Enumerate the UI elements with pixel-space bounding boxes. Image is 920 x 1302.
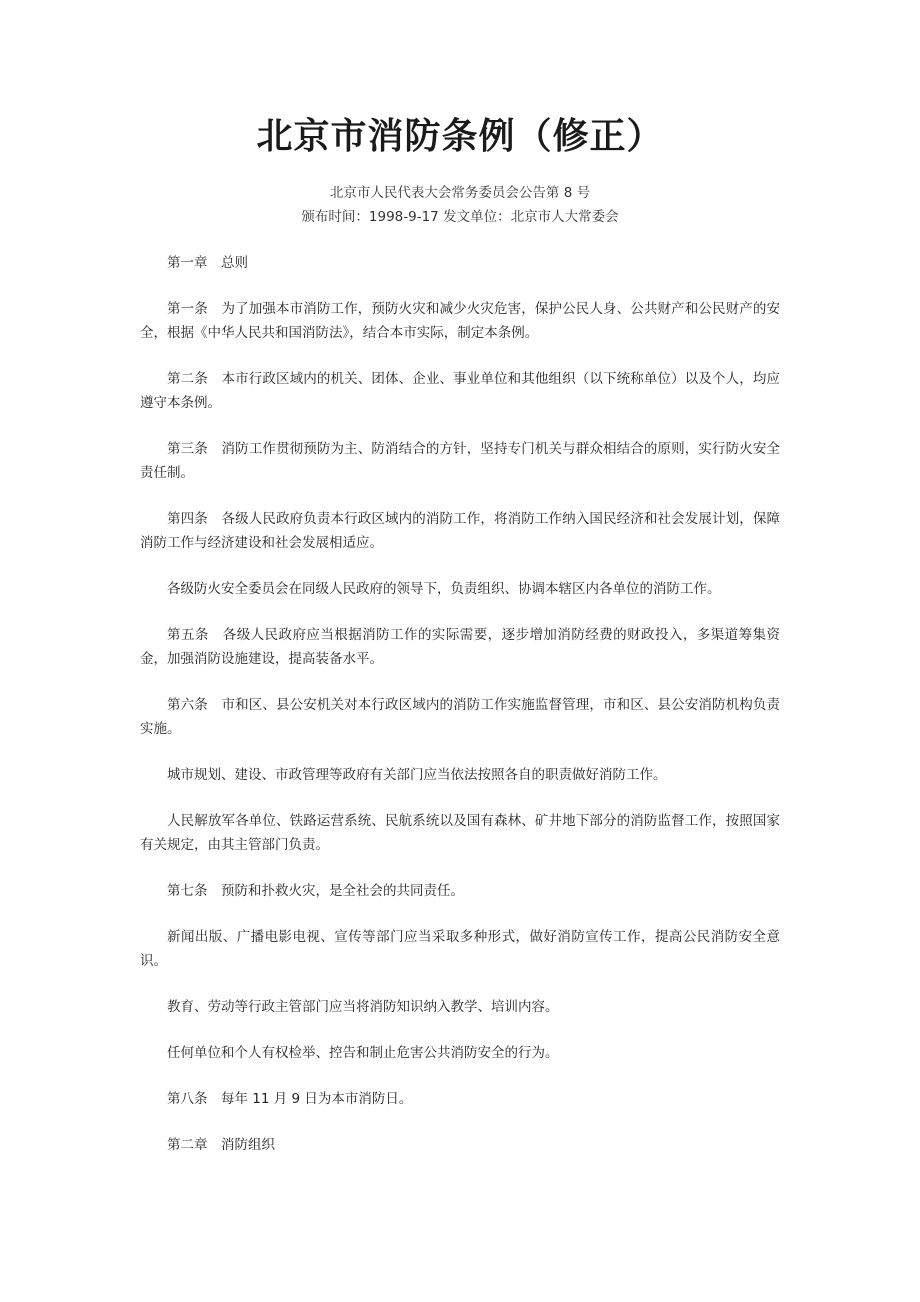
paragraph-article-6-clause-3: 人民解放军各单位、铁路运营系统、民航系统以及国有森林、矿井地下部分的消防监督工作，按照国家有关规定，由其主管部门负责。 (140, 813, 780, 853)
paragraph-article-4-clause-2: 各级防火安全委员会在同级人民政府的领导下，负责组织、协调本辖区内各单位的消防工作。 (167, 581, 721, 597)
paragraph-article-1: 第一条 为了加强本市消防工作，预防火灾和减少火灾危害，保护公民人身、公共财产和公民财产的安全，根据《中华人民共和国消防法》，结合本市实际，制定本条例。 (140, 301, 780, 341)
paragraph-article-6: 第六条 市和区、县公安机关对本行政区域内的消防工作实施监督管理，市和区、县公安消防机构负责实施。 (140, 697, 780, 737)
document-body (140, 251, 780, 1179)
publish-info-line: 颁布时间：1998-9-17 发文单位：北京市人大常委会 (301, 209, 619, 225)
document-title: 北京市消防条例（修正） (256, 115, 664, 157)
paragraph-article-8: 第八条 每年 11 月 9 日为本市消防日。 (167, 1091, 413, 1107)
paragraph-article-4: 第四条 各级人民政府负责本行政区域内的消防工作，将消防工作纳入国民经济和社会发展计划，保障消防工作与经济建设和社会发展相适应。 (140, 511, 780, 551)
paragraph-article-7-clause-4: 任何单位和个人有权检举、控告和制止危害公共消防安全的行为。 (167, 1045, 559, 1061)
paragraph-article-7-clause-3: 教育、劳动等行政主管部门应当将消防知识纳入教学、培训内容。 (167, 999, 559, 1015)
announcement-line: 北京市人民代表大会常务委员会公告第 8 号 (329, 185, 591, 201)
paragraph-article-5: 第五条 各级人民政府应当根据消防工作的实际需要，逐步增加消防经费的财政投入，多渠道筹集资金，加强消防设施建设，提高装备水平。 (140, 627, 780, 667)
paragraph-chapter-1: 第一章 总则 (167, 255, 248, 271)
paragraph-article-3: 第三条 消防工作贯彻预防为主、防消结合的方针，坚持专门机关与群众相结合的原则，实行防火安全责任制。 (140, 441, 780, 481)
paragraph-article-7-clause-2: 新闻出版、广播电影电视、宣传等部门应当采取多种形式，做好消防宣传工作，提高公民消防安全意识。 (140, 929, 780, 969)
paragraph-article-2: 第二条 本市行政区域内的机关、团体、企业、事业单位和其他组织（以下统称单位）以及个人，均应遵守本条例。 (140, 371, 780, 411)
paragraph-article-6-clause-2: 城市规划、建设、市政管理等政府有关部门应当依法按照各自的职责做好消防工作。 (167, 767, 667, 783)
paragraph-article-7: 第七条 预防和扑救火灾，是全社会的共同责任。 (167, 883, 464, 899)
paragraph-chapter-2: 第二章 消防组织 (167, 1137, 275, 1153)
